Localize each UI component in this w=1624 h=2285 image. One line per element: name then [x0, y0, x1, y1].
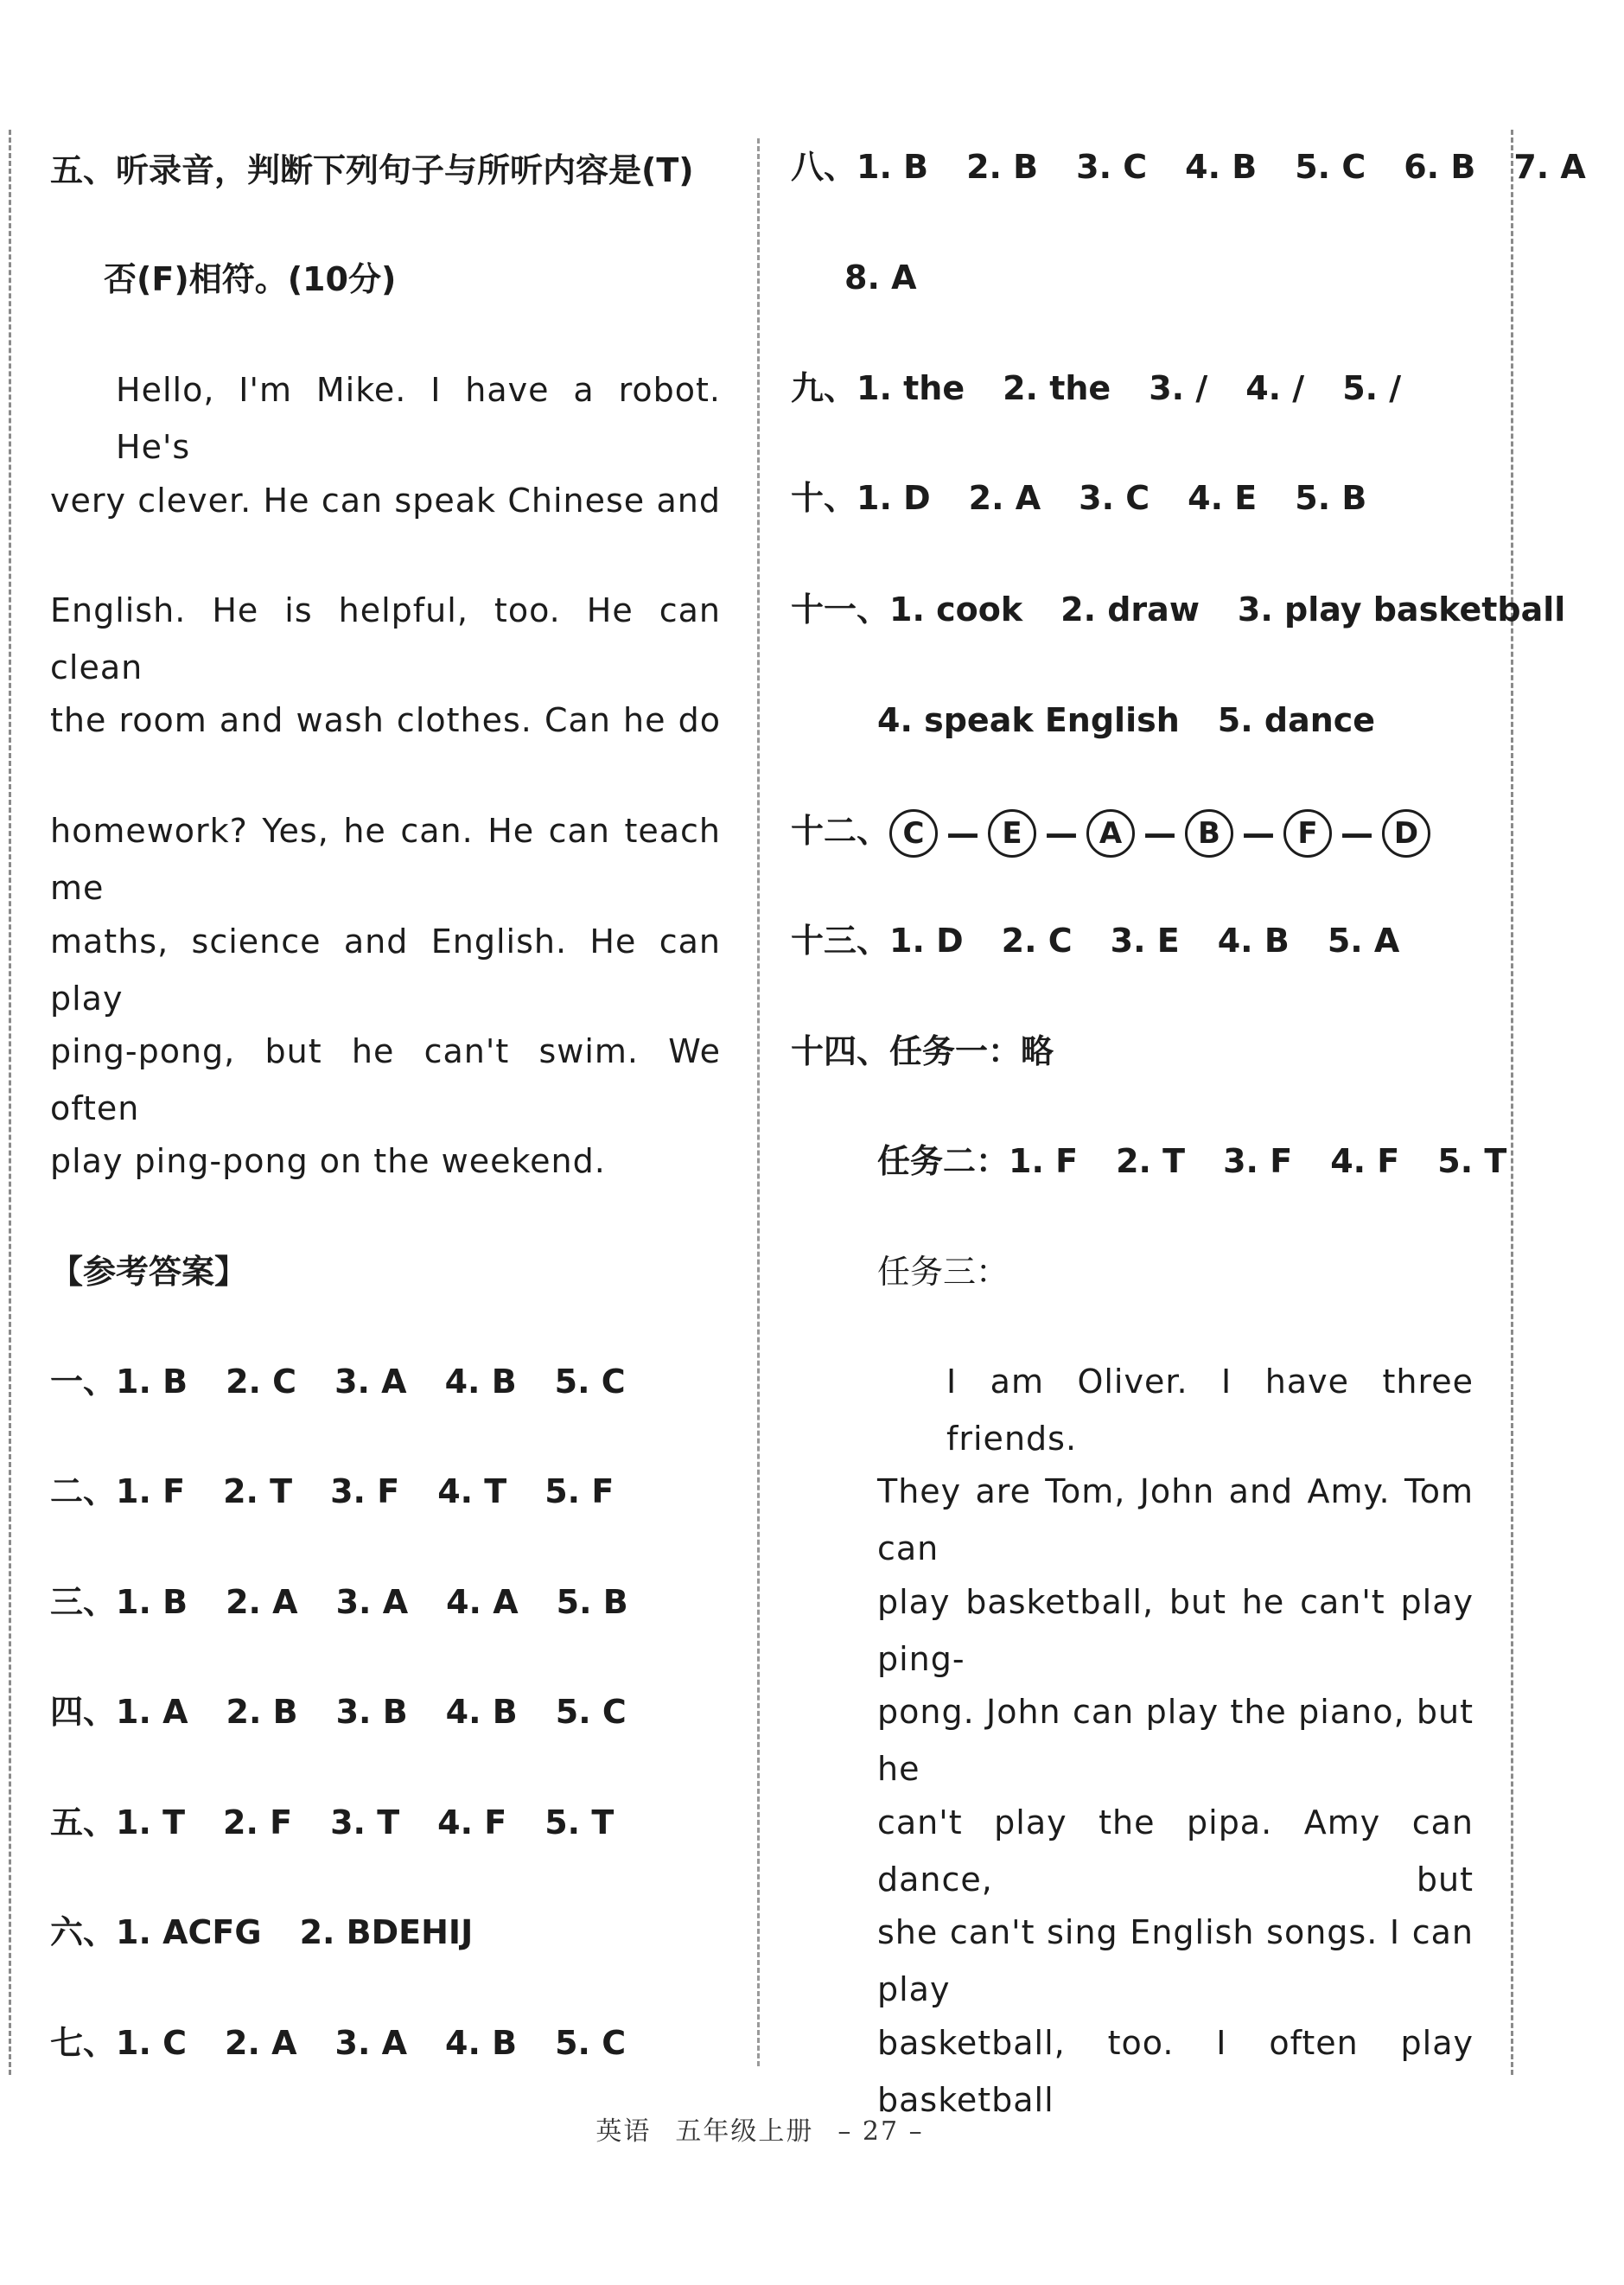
answer-row-fourteen: 十四、任务一：略 [791, 1032, 1054, 1070]
answer-title: 【参考答案】 [50, 1253, 248, 1291]
passage-line: English. He is helpful, too. He can clean [50, 591, 721, 686]
answer-row-eleven: 十一、1. cook 2. draw 3. play basketball [791, 590, 1566, 629]
answer-row: 五、1. T 2. F 3. T 4. F 5. T [50, 1803, 615, 1841]
answer-row-ten: 十、1. D 2. A 3. C 4. E 5. B [791, 479, 1367, 517]
essay-line: basketball, too. I often play basketball [877, 2024, 1474, 2119]
page-number: – 27 – [837, 2116, 924, 2147]
essay-line: I am Oliver. I have three friends. [946, 1363, 1474, 1458]
circle-letter: A [1086, 809, 1135, 858]
passage-line: Hello, I'm Mike. I have a robot. He's [116, 371, 721, 466]
answer-row-eight-cont: 8. A [844, 258, 917, 297]
answer-row-thirteen: 十三、1. D 2. C 3. E 4. B 5. A [791, 922, 1400, 960]
task-three-label: 任务三： [877, 1253, 1009, 1291]
passage-line: maths, science and English. He can play [50, 922, 721, 1018]
sequence-dash: — [1143, 814, 1177, 852]
circle-letter: B [1185, 809, 1233, 858]
answer-row: 二、1. F 2. T 3. F 4. T 5. F [50, 1472, 615, 1510]
answer-row: 一、1. B 2. C 3. A 4. B 5. C [50, 1363, 626, 1401]
answer-row: 三、1. B 2. A 3. A 4. A 5. B [50, 1583, 628, 1621]
page-edge-left [9, 130, 11, 2075]
passage-line: the room and wash clothes. Can he do [50, 701, 721, 739]
answer-row: 四、1. A 2. B 3. B 4. B 5. C [50, 1693, 627, 1731]
circle-letter: C [889, 809, 938, 858]
footer-grade: 五年级上册 [675, 2116, 814, 2147]
essay-line: play basketball, but he can't play ping- [877, 1583, 1474, 1678]
sequence-dash: — [1045, 814, 1079, 852]
answer-row-eleven-cont: 4. speak English 5. dance [877, 701, 1376, 739]
task-two-row: 任务二：1. F 2. T 3. F 4. F 5. T [877, 1142, 1507, 1180]
sequence-dash: — [1242, 814, 1276, 852]
section-heading-cont: 否(F)相符。(10分) [104, 260, 397, 298]
answer-row-eight: 八、1. B 2. B 3. C 4. B 5. C 6. B 7. A [791, 148, 1586, 186]
answer-row: 六、1. ACFG 2. BDEHIJ [50, 1913, 474, 1951]
passage-line: very clever. He can speak Chinese and [50, 482, 721, 520]
passage-line: ping-pong, but he can't swim. We often [50, 1032, 721, 1127]
page-footer [0, 2109, 1519, 2148]
sequence-dash: — [946, 814, 980, 852]
answer-row-twelve: 十二、 C — E — A — B — F — D [791, 802, 1474, 859]
column-divider [757, 138, 760, 2066]
section-heading: 五、听录音，判断下列句子与所听内容是(T) [50, 151, 694, 189]
circle-letter: F [1283, 809, 1332, 858]
sequence-dash: — [1341, 814, 1374, 852]
answer-row: 七、1. C 2. A 3. A 4. B 5. C [50, 2024, 627, 2062]
circle-letter: D [1382, 809, 1430, 858]
essay-line: she can't sing English songs. I can play [877, 1913, 1474, 2008]
answer-row-nine: 九、1. the 2. the 3. / 4. / 5. / [791, 369, 1402, 407]
footer-subject: 英语 [595, 2116, 652, 2147]
passage-line: homework? Yes, he can. He can teach me [50, 812, 721, 907]
essay-line: pong. John can play the piano, but he [877, 1693, 1474, 1788]
passage-line: play ping-pong on the weekend. [50, 1142, 606, 1180]
page-edge-right [1511, 130, 1513, 2075]
essay-line: They are Tom, John and Amy. Tom can [877, 1472, 1474, 1567]
circle-letter: E [988, 809, 1036, 858]
essay-line: can't play the pipa. Amy can dance, but [877, 1803, 1474, 1899]
